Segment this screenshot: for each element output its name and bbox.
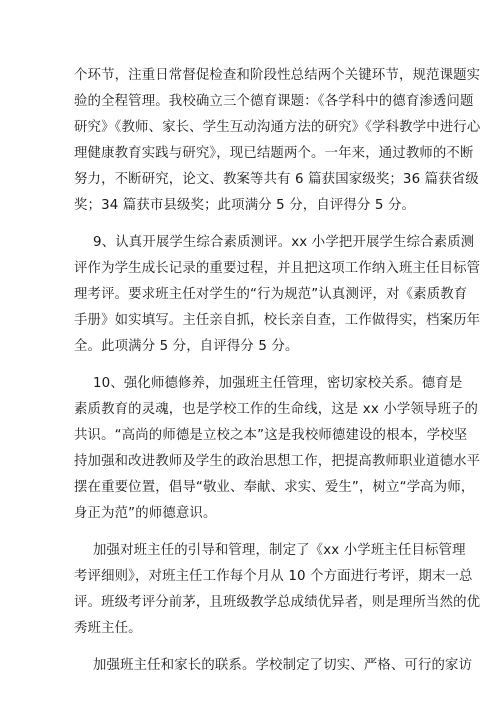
paragraph-line: 9、认真开展学生综合素质测评。xx 小学把开展学生综合素质测: [93, 235, 475, 250]
paragraph-line: 持加强和改进教师及学生的政治思想工作，把提高教师职业道德水平: [74, 454, 481, 469]
paragraph-line: 评。班级考评分前茅，且班级教学总成绩优异者，则是理所当然的优: [74, 595, 481, 610]
paragraph-line: 秀班主任。: [74, 621, 142, 636]
paragraph-line: 素质教育的灵魂，也是学校工作的生命线，这是 xx 小学领导班子的: [74, 402, 479, 417]
paragraph-line: 摆在重要位置，倡导“敬业、奉献、求实、爱生”，树立“学高为师，: [74, 480, 475, 495]
paragraph-line: 加强班主任和家长的联系。学校制定了切实、严格、可行的家访: [93, 658, 473, 673]
paragraph-line: 奖；34 篇获市县级奖；此项满分 5 分，自评得分 5 分。: [74, 198, 416, 213]
document-body: [74, 63, 481, 679]
paragraph-line: 个环节，注重日常督促检查和阶段性总结两个关键环节，规范课题实: [74, 68, 481, 83]
paragraph-line: 评作为学生成长记录的重要过程，并且把这项工作纳入班主任目标管: [74, 261, 481, 276]
paragraph-line: 验的全程管理。我校确立三个德育课题：《各学科中的德育渗透问题: [74, 94, 474, 109]
paragraph-line: 研究》《教师、家长、学生互动沟通方法的研究》《学科教学中进行心: [74, 120, 481, 135]
paragraph-line: 10、强化师德修养，加强班主任管理，密切家校关系。德育是: [93, 376, 463, 391]
paragraph-line: 理健康教育实践与研究》，现已结题两个。一年来，通过教师的不断: [74, 146, 474, 161]
paragraph-line: 努力，不断研究，论文、教案等共有 6 篇获国家级奖；36 篇获省级: [74, 172, 479, 187]
paragraph-line: 手册》如实填写。主任亲自抓，校长亲自查，工作做得实，档案历年: [74, 313, 481, 328]
paragraph-line: 考评细则》，对班主任工作每个月从 10 个方面进行考评，期末一总: [74, 569, 473, 584]
paragraph-line: 理考评。要求班主任对学生的“行为规范”认真测评，对《素质教育: [74, 287, 468, 302]
paragraph-line: 身正为范”的师德意识。: [74, 506, 217, 521]
paragraph-line: 共识。“高尚的师德是立校之本”这是我校师德建设的根本，学校坚: [74, 428, 468, 443]
paragraph-line: 全。此项满分 5 分，自评得分 5 分。: [74, 339, 299, 354]
paragraph-line: 加强对班主任的引导和管理，制定了《xx 小学班主任目标管理: [93, 543, 466, 558]
